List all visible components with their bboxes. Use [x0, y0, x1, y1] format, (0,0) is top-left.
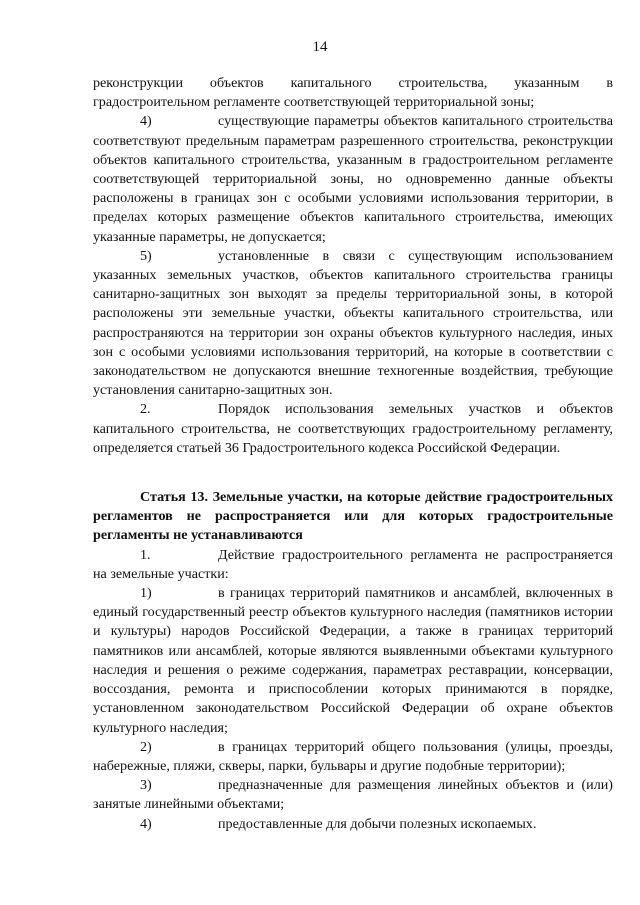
list-item	[93, 738, 613, 776]
paragraph-text: существующие параметры объектов капитального строительства соответствуют предельным параметрам разрешенного строительства, реконструкции объектов капитального строительства, указанным в градостроительном регламенте соответствующей территориальной зоны, но одновременно данные объекты расположены в границах зон с особыми условиями использования территории, в пределах которых размещение объектов капитального строительства, имеющих указанные параметры, не допускается;	[93, 113, 613, 245]
page-number: 14	[312, 39, 328, 55]
list-number: 2.	[140, 401, 151, 418]
paragraph-text: установленные в связи с существующим использованием указанных земельных участков, объектов капитального строительства границы санитарно-защитных зон выходят за пределы территориальной зоны, в которой расположены эти земельные участки, объекты капитального строительства, или распространяются на территории зон охраны объектов культурного наследия, иных зон с особыми условиями использования территорий, на которые в соответствии с законодательством не допускаются внешние техногенные воздействия, требующие установления санитарно-защитных зон.	[93, 247, 613, 399]
list-number: 3)	[140, 777, 152, 794]
list-number: 5)	[140, 247, 152, 264]
list-item	[93, 815, 613, 834]
list-number: 4)	[140, 815, 152, 832]
paragraph-text: предназначенные для размещения линейных объектов и (или) занятые линейными объектами;	[93, 777, 613, 813]
paragraph-continuation	[93, 74, 613, 112]
document-body	[93, 74, 613, 834]
paragraph-text: в границах территорий общего пользования (улицы, проезды, набережные, пляжи, скверы, парки, бульвары и другие подобные территории);	[93, 738, 613, 774]
paragraph-text: Порядок использования земельных участков и объектов капитального строительства, не соответствующих градостроительному регламенту, определяется статьей 36 Градостроительного кодекса Российской Федерации.	[93, 401, 613, 456]
list-number: 2)	[140, 738, 152, 755]
article-heading: Статья 13. Земельные участки, на которые действие градостроительных регламентов не распространяется или для которых градостроительные регламенты не устанавливаются	[93, 489, 613, 544]
list-item	[93, 546, 613, 584]
paragraph-text: в границах территорий памятников и ансамблей, включенных в единый государственный реестр объектов культурного наследия (памятников истории и культуры) народов Российской Федерации, а также в границах территорий памятников или ансамблей, которые являются выявленными объектами культурного наследия и решения о режиме содержания, параметрах реставрации, консервации, воссоздания, ремонта и приспособлении которых принимаются в порядке, установленном законодательством Российской Федерации об охране объектов культурного наследия;	[93, 585, 613, 736]
list-item	[93, 400, 613, 458]
paragraph-text: реконструкции объектов капитального строительства, указанным в градостроительном регламенте соответствующей территориальной зоны;	[93, 75, 613, 111]
list-item	[93, 247, 613, 401]
list-item	[93, 112, 613, 246]
list-item	[93, 776, 613, 814]
list-number: 1)	[140, 585, 152, 602]
list-number: 1.	[140, 546, 151, 563]
paragraph-text: Действие градостроительного регламента не распространяется на земельные участки:	[93, 546, 613, 582]
paragraph-text: предоставленные для добычи полезных ископаемых.	[218, 815, 537, 832]
list-number: 4)	[140, 113, 152, 130]
list-item	[93, 584, 613, 738]
